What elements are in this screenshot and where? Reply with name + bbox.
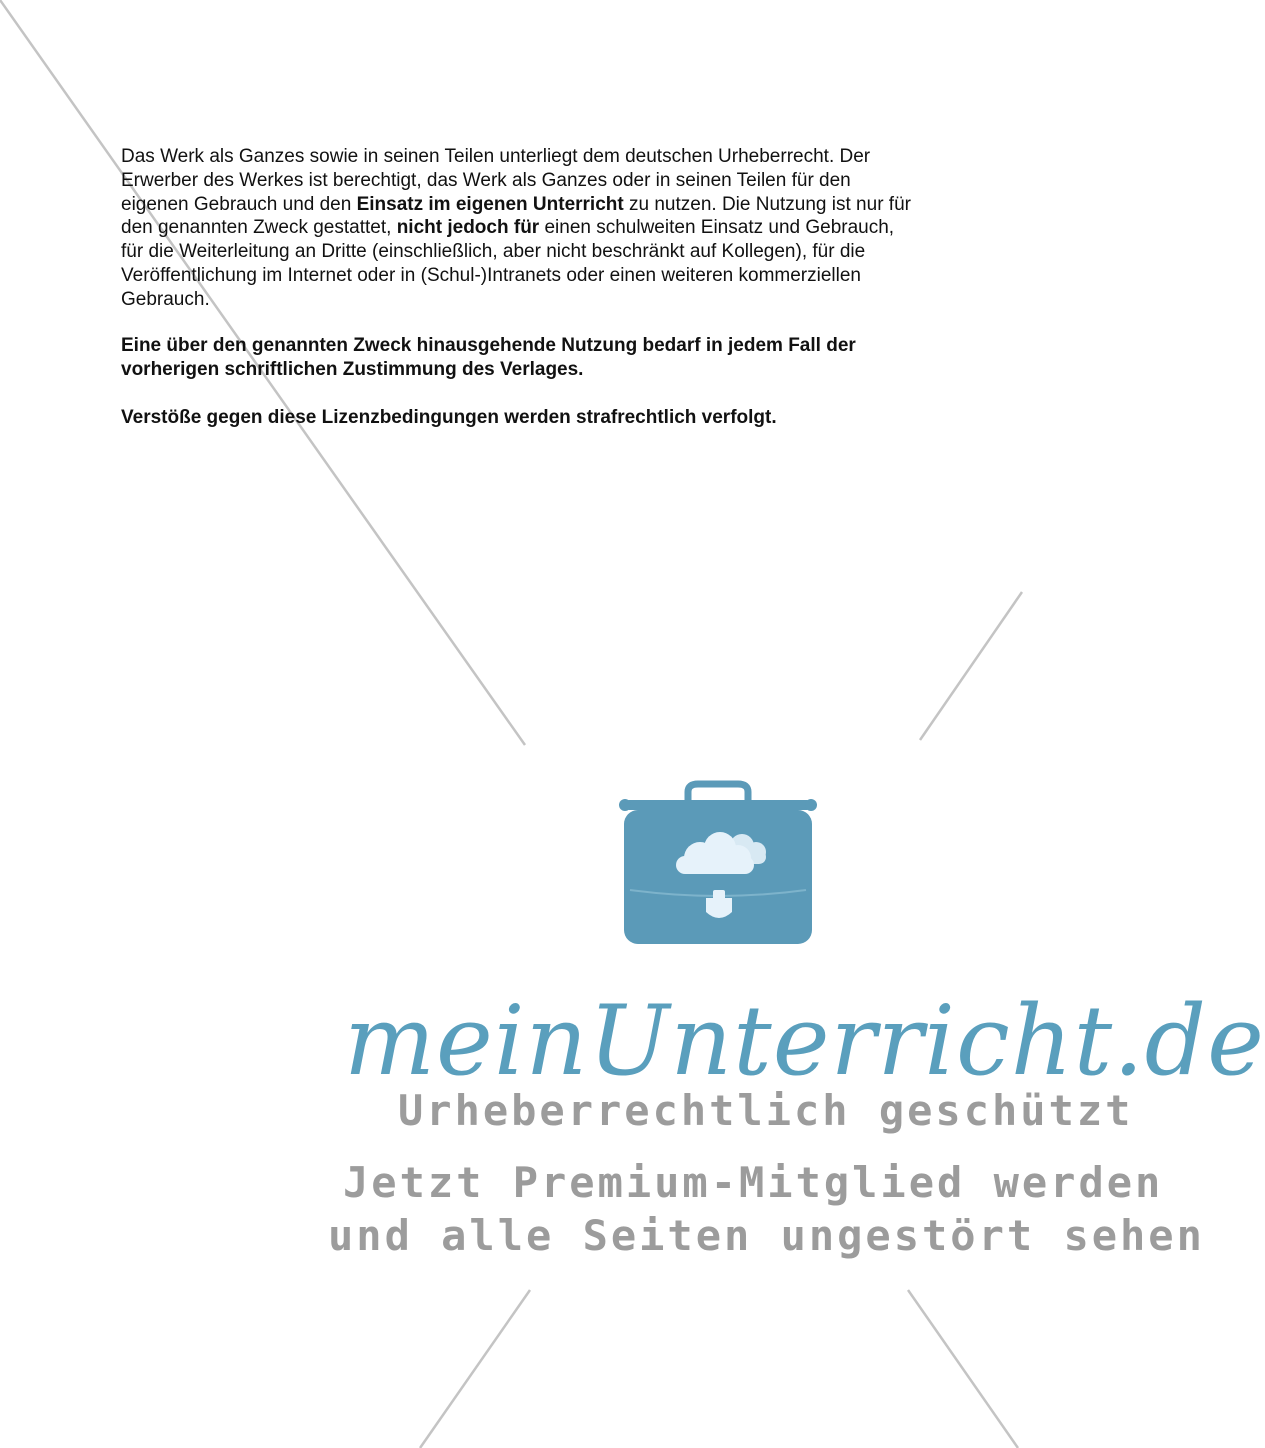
license-paragraph-consent: Eine über den genannten Zweck hinausgehende Nutzung bedarf in jedem Fall der vorherigen schriftlichen Zustimmung des Verlages.	[121, 335, 856, 380]
license-text-part-b: zu nutzen. Die Nutzung ist nur für den genannten Zweck gestattet,	[121, 193, 911, 239]
diagonal-line-bottom-right	[908, 1290, 1018, 1448]
watermark-copyright-line: Urheberrechtlich geschützt	[398, 1086, 1134, 1135]
license-bold-own-teaching: Einsatz im eigenen Unterricht	[356, 193, 624, 215]
license-paragraph-violations: Verstöße gegen diese Lizenzbedingungen werden strafrechtlich verfolgt.	[121, 407, 777, 428]
license-text-part-c: einen schulweiten Einsatz und Gebrauch, für die Weiterleitung an Dritte (einschließlich, aber nicht beschränkt auf Kollegen), für die Veröffentlichung im Internet oder in (Schul-)Intranets oder einen weiteren kommerziellen Gebrauch.	[121, 217, 895, 310]
diagonal-line-bottom-left	[420, 1290, 530, 1448]
watermark-premium-line: Jetzt Premium-Mitglied werden	[343, 1158, 1164, 1207]
license-bold-not-for: nicht jedoch für	[396, 217, 540, 239]
watermark-pages-line: und alle Seiten ungestört sehen	[328, 1211, 1205, 1260]
diagonal-line-top-right	[920, 592, 1022, 740]
logo-text: meinUnterricht.de	[344, 985, 1265, 1097]
license-paragraph-usage	[121, 145, 921, 312]
briefcase-cloud-icon	[616, 780, 820, 946]
license-text-part-a: Das Werk als Ganzes sowie in seinen Teilen unterliegt dem deutschen Urheberrecht. Der Erwerber des Werkes ist berechtigt, das Werk als Ganzes oder in seinen Teilen für den eigenen Gebrauch und den	[121, 146, 871, 215]
